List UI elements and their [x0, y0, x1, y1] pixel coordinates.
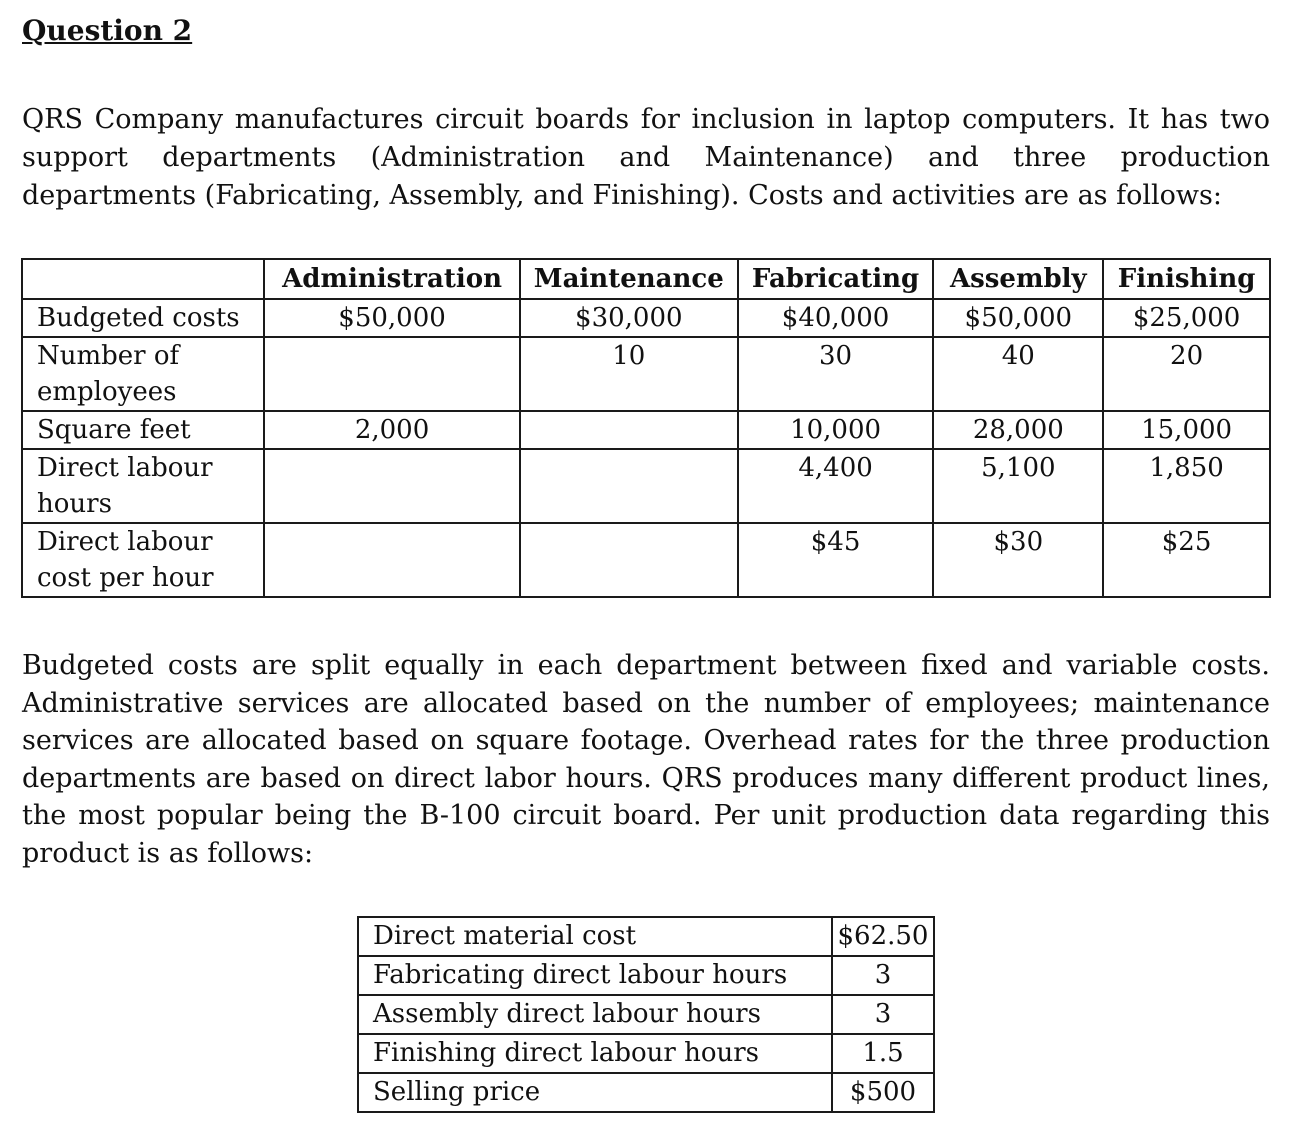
unit-value: 3 [832, 995, 934, 1034]
cell-maintenance: 10 [520, 337, 738, 411]
header-maintenance: Maintenance [520, 259, 738, 299]
cell-finishing: 20 [1103, 337, 1270, 411]
unit-value: $62.50 [832, 917, 934, 956]
cell-fabricating: 10,000 [738, 411, 934, 449]
header-fabricating: Fabricating [738, 259, 934, 299]
cell-assembly: $50,000 [933, 299, 1103, 337]
table-row [358, 995, 934, 1034]
table-row [22, 411, 1270, 449]
unit-label: Finishing direct labour hours [358, 1034, 832, 1073]
cell-fabricating: 4,400 [738, 449, 934, 523]
unit-value: 3 [832, 956, 934, 995]
cell-fabricating: 30 [738, 337, 934, 411]
cell-maintenance [520, 411, 738, 449]
cell-finishing: $25 [1103, 523, 1270, 597]
unit-label: Fabricating direct labour hours [358, 956, 832, 995]
cell-finishing: 1,850 [1103, 449, 1270, 523]
unit-label: Selling price [358, 1073, 832, 1112]
row-label: Number of employees [22, 337, 264, 411]
table-row [358, 956, 934, 995]
cell-maintenance [520, 523, 738, 597]
table-row [22, 523, 1270, 597]
cost-activity-table [21, 258, 1271, 598]
unit-value: $500 [832, 1073, 934, 1112]
table-row [22, 449, 1270, 523]
row-label: Square feet [22, 411, 264, 449]
table-row [358, 1073, 934, 1112]
cell-fabricating: $45 [738, 523, 934, 597]
header-assembly: Assembly [933, 259, 1103, 299]
cell-administration [264, 523, 520, 597]
cell-assembly: 5,100 [933, 449, 1103, 523]
cell-administration [264, 449, 520, 523]
cell-finishing: 15,000 [1103, 411, 1270, 449]
cell-assembly: 28,000 [933, 411, 1103, 449]
cell-assembly: $30 [933, 523, 1103, 597]
cell-finishing: $25,000 [1103, 299, 1270, 337]
cell-administration: 2,000 [264, 411, 520, 449]
table-row [358, 917, 934, 956]
unit-label: Direct material cost [358, 917, 832, 956]
cell-assembly: 40 [933, 337, 1103, 411]
table-row [22, 299, 1270, 337]
question-title: Question 2 [22, 14, 193, 47]
cell-administration: $50,000 [264, 299, 520, 337]
unit-value: 1.5 [832, 1034, 934, 1073]
row-label: Direct labour hours [22, 449, 264, 523]
cell-fabricating: $40,000 [738, 299, 934, 337]
cell-maintenance [520, 449, 738, 523]
unit-label: Assembly direct labour hours [358, 995, 832, 1034]
table-row [22, 337, 1270, 411]
row-label: Budgeted costs [22, 299, 264, 337]
allocation-paragraph: Budgeted costs are split equally in each department between fixed and variable costs. Administrative services are allocated based on the number of employees; maintenance services are allocated based on square footage. Overhead rates for the three production departments are based on direct labor hours. QRS produces many different product lines, the most popular being the B-100 circuit board. Per unit production data regarding this product is as follows: [22, 650, 1270, 869]
unit-production-table [357, 916, 935, 1113]
header-blank [22, 259, 264, 299]
table-header-row [22, 259, 1270, 299]
header-finishing: Finishing [1103, 259, 1270, 299]
cell-administration [264, 337, 520, 411]
cell-maintenance: $30,000 [520, 299, 738, 337]
header-administration: Administration [264, 259, 520, 299]
row-label: Direct labour cost per hour [22, 523, 264, 597]
table-row [358, 1034, 934, 1073]
intro-paragraph: QRS Company manufactures circuit boards for inclusion in laptop computers. It has two support departments (Administration and Maintenance) and three production departments (Fabricating, Assembly, and Finishing). Costs and activities are as follows: [22, 104, 1270, 211]
